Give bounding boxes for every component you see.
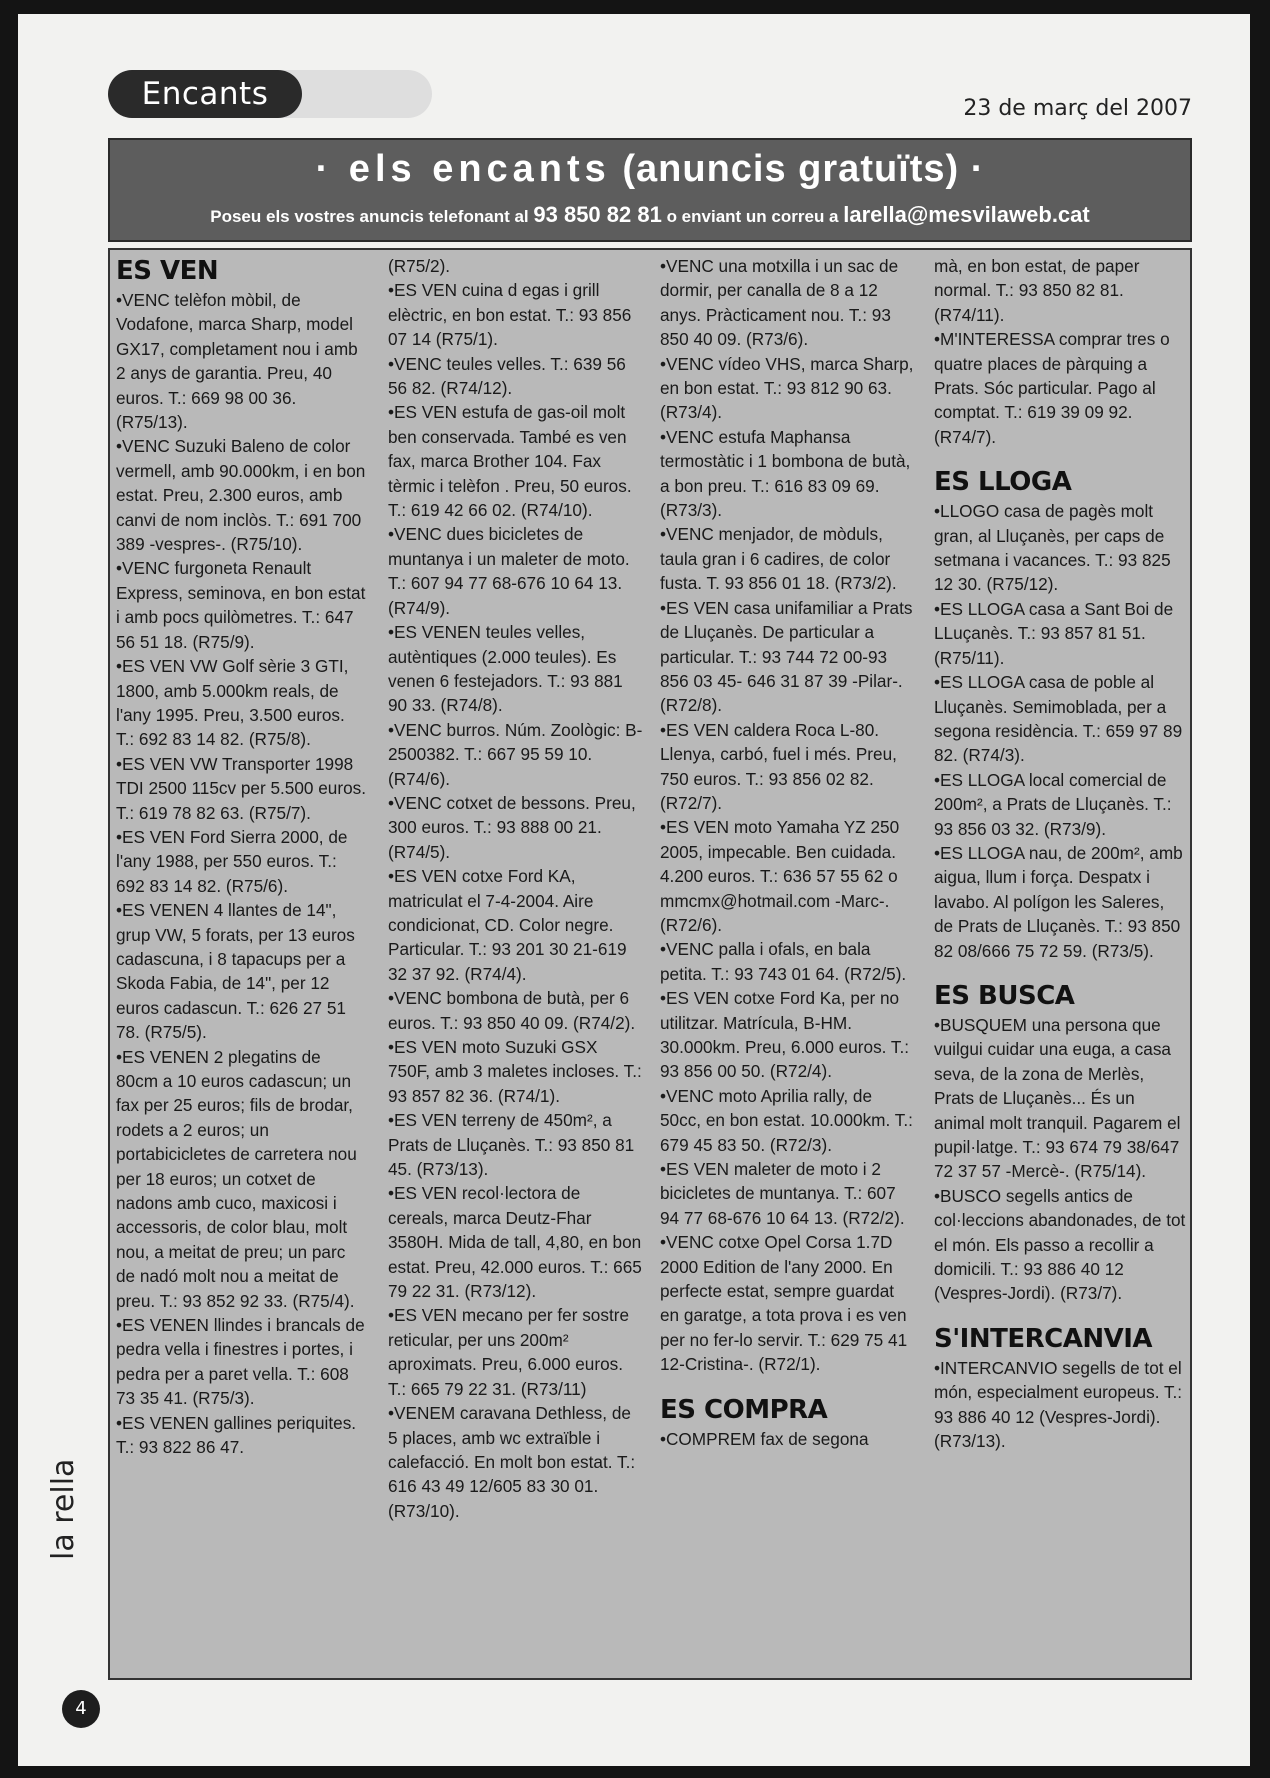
section-heading: S'INTERCANVIA	[934, 1323, 1153, 1354]
classified-ad: •ES VEN VW Golf sèrie 3 GTI, 1800, amb 5.000km reals, de l'any 1995. Preu, 3.500 euros. T.: 692 83 14 82. (R75/8).	[116, 656, 349, 750]
classified-ad: •VENC menjador, de mòduls, taula gran i 6 cadires, de color fusta. T. 93 856 01 18. (R73/2).	[660, 524, 897, 594]
section-heading: ES LLOGA	[934, 467, 1072, 498]
classified-ad: •ES VEN cotxe Ford Ka, per no utilitzar. Matrícula, B-HM. 30.000km. Preu, 6.000 euros. T.: 93 856 00 50. (R72/4).	[660, 988, 910, 1082]
banner-sub-mid: o enviant un correu a	[666, 207, 839, 226]
classified-ad: •VENC estufa Maphansa termostàtic i 1 bombona de butà, a bon preu. T.: 616 83 09 69. (R73/3).	[660, 426, 911, 521]
classified-ad: •ES VENEN llindes i brancals de pedra vella i finestres i portes, i pedra per a paret vella. T.: 608 73 35 41. (R75/3).	[116, 1315, 365, 1409]
classified-ad: •LLOGO casa de pagès molt gran, al Lluçanès, per caps de setmana i vacances. T.: 93 825 12 30. (R75/12).	[934, 501, 1171, 595]
classified-ad: •VENC vídeo VHS, marca Sharp, en bon estat. T.: 93 812 90 63. (R73/4).	[660, 353, 914, 423]
classified-ad: •ES VEN casa unifamiliar a Prats de Lluçanès. De particular a particular. T.: 93 744 72 00-93 856 03 45- 646 31 87 39 -Pilar-. (R72/8).	[660, 597, 913, 716]
ads-column-3	[660, 254, 916, 1451]
classified-ad: •BUSQUEM una persona que vuilgui cuidar una euga, a casa seva, de la zona de Merlès, Prats de Lluçanès... És un animal molt tranquil. Pagarem el pupil·latge. T.: 93 674 79 38/647 72 37 57 -Mercè-. (R75/14).	[934, 1014, 1181, 1182]
section-heading: ES BUSCA	[934, 980, 1075, 1011]
classified-ad: •M'INTERESSA comprar tres o quatre places de pàrquing a Prats. Sóc particular. Pago al comptat. T.: 619 39 09 92. (R74/7).	[934, 329, 1170, 447]
classified-ad: •ES VEN mecano per fer sostre reticular, per uns 200m² aproximats. Preu, 6.000 euros. T.: 665 79 22 31. (R73/11)	[388, 1305, 630, 1399]
ads-column-4	[934, 254, 1186, 1453]
classified-ad: •ES LLOGA casa de poble al Lluçanès. Semimoblada, per a segona residència. T.: 659 97 89 82. (R74/3).	[934, 672, 1183, 766]
classified-ad: •VENC telèfon mòbil, de Vodafone, marca Sharp, model GX17, completament nou i amb 2 anys de garantia. Preu, 40 euros. T.: 669 98 00 36. (R75/13).	[116, 290, 358, 433]
classified-ad: •ES LLOGA local comercial de 200m², a Prats de Lluçanès. T.: 93 856 03 32. (R73/9).	[934, 769, 1172, 839]
classified-ad: •ES VEN cuina d egas i grill elèctric, en bon estat. T.: 93 856 07 14 (R75/1).	[388, 280, 632, 350]
classified-ad: •VENC cotxe Opel Corsa 1.7D 2000 Edition de l'any 2000. En perfecte estat, sempre guardat en garatge, a tota prova i es ven per no fer-lo servir. T.: 629 75 41 12-Cristina-. (R72/1).	[660, 1232, 908, 1375]
classified-ad: •VENC teules velles. T.: 639 56 56 82. (R74/12).	[388, 353, 626, 399]
classified-ad: •ES VEN VW Transporter 1998 TDI 2500 115cv per 5.500 euros. T.: 619 78 82 63. (R75/7).	[116, 753, 367, 823]
publication-name: la rella	[46, 1458, 81, 1560]
banner-phone: 93 850 82 81	[533, 202, 662, 227]
classified-ad: •BUSCO segells antics de col·leccions abandonades, de tot el món. Els passo a recollir a domicili. T.: 93 886 40 12 (Vespres-Jordi). (R73/7).	[934, 1185, 1186, 1304]
classified-ad: •VENC cotxet de bessons. Preu, 300 euros. T.: 93 888 00 21. (R74/5).	[388, 792, 636, 862]
classified-ad: •VENC palla i ofals, en bala petita. T.: 93 743 01 64. (R72/5).	[660, 939, 907, 984]
classified-ad: •ES VENEN 4 llantes de 14", grup VW, 5 forats, per 13 euros cadascuna, i 8 tapacups per a Skoda Fabia, de 14", per 12 euros cadascun. T.: 626 27 51 78. (R75/5).	[116, 900, 355, 1043]
section-heading: ES COMPRA	[660, 1394, 828, 1425]
classified-ad: •ES LLOGA nau, de 200m², amb aigua, llum i força. Despatx i lavabo. Al polígon les Saleres, de Prats de Lluçanès. T.: 93 850 82 08/666 75 72 59. (R73/5).	[934, 842, 1183, 961]
banner-title-start: · els encants	[315, 148, 611, 190]
classified-ad: •ES VEN recol·lectora de cereals, marca Deutz-Fhar 3580H. Mida de tall, 4,80, en bon estat. Preu, 42.000 euros. T.: 665 79 22 31. (R73/12).	[388, 1183, 642, 1302]
classified-ad: •ES VEN terreny de 450m², a Prats de Lluçanès. T.: 93 850 81 45. (R73/13).	[388, 1110, 635, 1180]
classified-ad: •ES VENEN 2 plegatins de 80cm a 10 euros cadascun; un fax per 25 euros; fils de brodar, rodets a 2 euros; un portabicicletes de carretera nou per 18 euros; un cotxet de nadons amb cuco, maxicosi i accessoris, de color blau, molt nou, a meitat de preu; un parc de nadó molt nou a meitat de preu. T.: 93 852 92 33. (R75/4).	[116, 1046, 357, 1311]
classified-ad: •ES LLOGA casa a Sant Boi de LLuçanès. T.: 93 857 81 51. (R75/11).	[934, 598, 1174, 668]
section-tab: Encants	[108, 70, 302, 118]
classified-ad: •ES VEN cotxe Ford KA, matriculat el 7-4-2004. Aire condicionat, CD. Color negre. Particular. T.: 93 201 30 21-619 32 37 92. (R74/4).	[388, 866, 627, 984]
classified-ad: •INTERCANVIO segells de tot el món, especialment europeus. T.: 93 886 40 12 (Vespres-Jordi). (R73/13).	[934, 1357, 1183, 1452]
page-number: 4	[62, 1690, 100, 1728]
classified-ad: •ES VEN Ford Sierra 2000, de l'any 1988, per 550 euros. T.: 692 83 14 82. (R75/6).	[116, 826, 348, 896]
banner-title	[110, 148, 1190, 191]
classified-ad: •VENC una motxilla i un sac de dormir, per canalla de 8 a 12 anys. Pràcticament nou. T.: 93 850 40 09. (R73/6).	[660, 256, 899, 350]
classified-ad: •ES VENEN teules velles, autèntiques (2.000 teules). Es venen 6 festejadors. T.: 93 881 90 33. (R74/8).	[388, 622, 623, 716]
classified-ad: •ES VEN maleter de moto i 2 bicicletes de muntanya. T.: 607 94 77 68-676 10 64 13. (R72/2).	[660, 1159, 905, 1228]
classified-ad: •VENC moto Aprilia rally, de 50cc, en bon estat. 10.000km. T.: 679 45 83 50. (R72/3).	[660, 1085, 913, 1155]
classified-ad: •VENC dues bicicletes de muntanya i un maleter de moto. T.: 607 94 77 68-676 10 64 13. (R74/9).	[388, 524, 630, 618]
classified-ad: •COMPREM fax de segona	[660, 1428, 869, 1449]
classified-ad: •ES VEN estufa de gas-oil molt ben conservada. També es ven fax, marca Brother 104. Fax tèrmic i telèfon . Preu, 50 euros. T.: 619 42 66 02. (R74/10).	[388, 402, 632, 521]
banner-title-end: (anuncis gratuïts) ·	[622, 148, 985, 190]
classified-ad: (R75/2).	[388, 256, 451, 276]
classified-ad: mà, en bon estat, de paper normal. T.: 93 850 82 81. (R74/11).	[934, 256, 1140, 325]
banner-subtitle	[110, 202, 1190, 228]
ads-column-1	[116, 254, 366, 1460]
classified-ad: •VENC Suzuki Baleno de color vermell, amb 90.000km, i en bon estat. Preu, 2.300 euros, amb canvi de nom inclòs. T.: 691 700 389 -vespres-. (R75/10).	[116, 436, 366, 555]
classified-ad: •ES VEN caldera Roca L-80. Llenya, carbó, fuel i més. Preu, 750 euros. T.: 93 856 02 82. (R72/7).	[660, 719, 897, 813]
classified-ad: •ES VEN moto Yamaha YZ 250 2005, impecable. Ben cuidada. 4.200 euros. T.: 636 57 55 62 o mmcmx@hotmail.com -Marc-. (R72/6).	[660, 817, 900, 935]
classified-ad: •VENC bombona de butà, per 6 euros. T.: 93 850 40 09. (R74/2).	[388, 988, 636, 1033]
classified-ad: •VENC furgoneta Renault Express, seminova, en bon estat i amb pocs quilòmetres. T.: 647 56 51 18. (R75/9).	[116, 558, 366, 652]
classified-ad: •ES VEN moto Suzuki GSX 750F, amb 3 maletes incloses. T.: 93 857 82 36. (R74/1).	[388, 1037, 642, 1106]
section-heading: ES VEN	[116, 256, 219, 286]
classified-ad: •VENEM caravana Dethless, de 5 places, amb wc extraïble i calefacció. En molt bon estat. T.: 616 43 49 12/605 83 30 01. (R73/10).	[388, 1403, 636, 1521]
classified-ad: •ES VENEN gallines periquites. T.: 93 822 86 47.	[116, 1412, 357, 1458]
classified-ad: •VENC burros. Núm. Zoològic: B-2500382. T.: 667 95 59 10. (R74/6).	[388, 719, 643, 789]
banner-sub-start: Poseu els vostres anuncis telefonant al	[210, 207, 529, 226]
issue-date: 23 de març del 2007	[963, 96, 1192, 121]
ads-column-2	[388, 254, 644, 1523]
classifieds-banner	[108, 138, 1192, 242]
banner-email: larella@mesvilaweb.cat	[843, 202, 1090, 227]
